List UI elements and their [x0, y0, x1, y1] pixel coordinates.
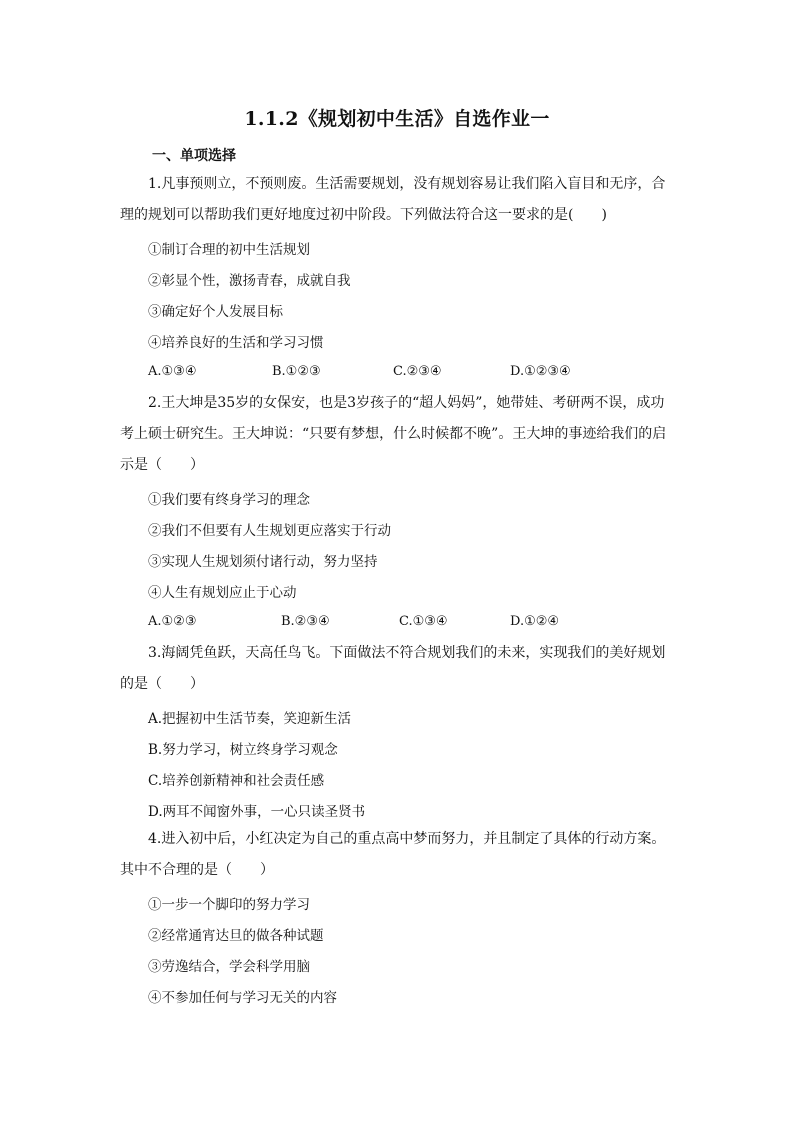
question-3-stem: 3.海阔凭鱼跃，天高任鸟飞。下面做法不符合规划我们的未来，实现我们的美好规划的是（ ）: [120, 645, 666, 692]
question-1-choice-c: C.②③④: [393, 364, 442, 379]
question-3-option-d: D.两耳不闻窗外事，一心只读圣贤书: [148, 804, 366, 820]
question-4-item-2: ②经常通宵达旦的做各种试题: [148, 928, 324, 944]
question-2-item-4: ④人生有规划应止于心动: [148, 585, 297, 601]
question-2-stem: 2.王大坤是35岁的女保安，也是3岁孩子的“超人妈妈”，她带娃、考研两不误，成功考上硕士研究生。王大坤说：“只要有梦想，什么时候都不晚”。王大坤的事迹给我们的启示是（ ）: [120, 395, 667, 473]
question-1-item-1: ①制订合理的初中生活规划: [148, 242, 310, 258]
section-heading: 一、单项选择: [152, 148, 236, 164]
question-1-choice-b: B.①②③: [272, 364, 321, 379]
question-3-option-c: C.培养创新精神和社会责任感: [148, 773, 325, 789]
question-2-item-3: ③实现人生规划须付诸行动，努力坚持: [148, 554, 378, 570]
question-1-choice-d: D.①②③④: [510, 364, 571, 379]
question-2-item-2: ②我们不但要有人生规划更应落实于行动: [148, 523, 391, 539]
document-title: 1.1.2《规划初中生活》自选作业一: [244, 108, 550, 130]
question-2-choice-a: A.①②③: [148, 614, 197, 629]
question-1-stem: 1.凡事预则立，不预则废。生活需要规划，没有规划容易让我们陷入盲目和无序，合理的规划可以帮助我们更好地度过初中阶段。下列做法符合这一要求的是( ): [120, 176, 666, 223]
question-4-item-1: ①一步一个脚印的努力学习: [148, 897, 310, 913]
question-4-stem: 4.进入初中后，小红决定为自己的重点高中梦而努力，并且制定了具体的行动方案。其中不合理的是（ ）: [120, 831, 666, 878]
question-3-option-a: A.把握初中生活节奏，笑迎新生活: [148, 711, 352, 727]
question-1-item-3: ③确定好个人发展目标: [148, 304, 283, 320]
question-1-choice-a: A.①③④: [148, 364, 197, 379]
question-3-option-b: B.努力学习，树立终身学习观念: [148, 742, 338, 758]
question-2-choice-d: D.①②④: [510, 614, 560, 629]
question-2-choice-b: B.②③④: [281, 614, 330, 629]
question-2-choice-c: C.①③④: [399, 614, 448, 629]
question-4-item-4: ④不参加任何与学习无关的内容: [148, 990, 337, 1006]
question-1-item-4: ④培养良好的生活和学习习惯: [148, 335, 324, 351]
question-2-item-1: ①我们要有终身学习的理念: [148, 492, 310, 508]
question-4-item-3: ③劳逸结合，学会科学用脑: [148, 959, 310, 975]
question-1-item-2: ②彰显个性，激扬青春，成就自我: [148, 273, 351, 289]
